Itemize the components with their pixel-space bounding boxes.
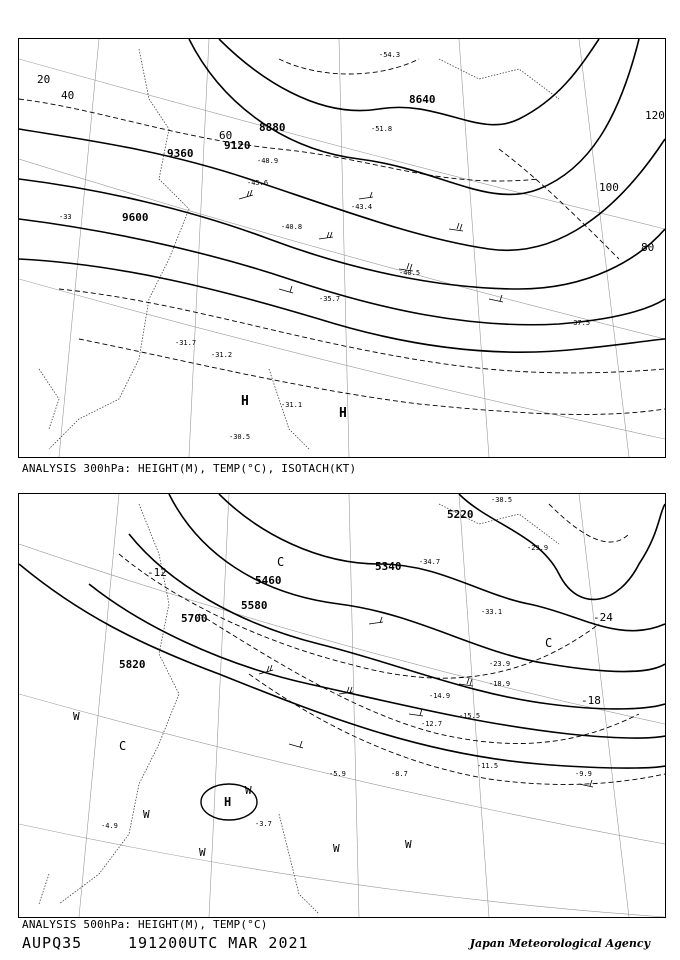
temp-label: -8.7 [391, 770, 408, 778]
temp-label: -51.8 [371, 125, 393, 133]
isotach-label: 60 [219, 129, 233, 142]
warm-marker: W [199, 846, 206, 859]
caption-300hpa: ANALYSIS 300hPa: HEIGHT(M), TEMP(°C), ISOTACH(KT) [22, 462, 357, 475]
temp-label: -37.5 [569, 319, 591, 327]
cold-center: C [119, 739, 127, 753]
temp-label: -23.9 [489, 660, 511, 668]
isotach-label: 100 [599, 181, 619, 194]
temp-label: -45.6 [247, 179, 269, 187]
height-label-9360: 9360 [167, 147, 194, 160]
isotherm-label: -24 [593, 611, 613, 624]
temp-label: -48.9 [257, 157, 279, 165]
high-pressure-center: H [339, 406, 347, 421]
temp-label: -29.9 [527, 544, 549, 552]
warm-marker: W [73, 710, 80, 723]
height-label-5220: 5220 [447, 508, 474, 521]
temp-label: -5.9 [329, 770, 346, 778]
high-pressure-center: H [241, 394, 249, 409]
isotherm-label: -18 [581, 694, 601, 707]
caption-500hpa: ANALYSIS 500hPa: HEIGHT(M), TEMP(°C) [22, 918, 268, 931]
temp-label: -31.7 [175, 339, 197, 347]
coastlines [39, 504, 559, 914]
warm-marker: W [143, 808, 150, 821]
cold-center: C [277, 555, 285, 569]
temp-label: -14.9 [429, 692, 451, 700]
isotach-label: 20 [37, 73, 51, 86]
map-300hpa-canvas [19, 39, 665, 457]
temp-label: -15.5 [459, 712, 481, 720]
temp-label: -3.7 [255, 820, 272, 828]
wind-barbs [259, 617, 593, 787]
height-label-5460: 5460 [255, 574, 282, 587]
temp-label: -35.7 [319, 295, 341, 303]
height-label-5700: 5700 [181, 612, 208, 625]
agency-name: Japan Meteorological Agency [469, 937, 650, 950]
height-contours [19, 494, 665, 768]
isotachs [19, 59, 665, 414]
temp-label: -38.5 [491, 496, 513, 504]
height-label-5340: 5340 [375, 560, 402, 573]
height-label-9600: 9600 [122, 211, 149, 224]
map-500hpa [18, 493, 666, 918]
temp-label: -40.5 [399, 269, 421, 277]
temp-label: -9.9 [575, 770, 592, 778]
warm-marker: W [333, 842, 340, 855]
height-label-8880: 8880 [259, 121, 286, 134]
temp-label: -11.5 [477, 762, 499, 770]
temp-label: -33.1 [481, 608, 503, 616]
temp-label: -54.3 [379, 51, 401, 59]
isotach-label: 120 [645, 109, 665, 122]
graticule [19, 39, 665, 457]
map-500hpa-canvas [19, 494, 665, 917]
temp-label: -4.9 [101, 822, 118, 830]
temp-label: -12.7 [421, 720, 443, 728]
cold-center: C [545, 636, 553, 650]
isotach-label: 40 [61, 89, 75, 102]
temp-label: -30.5 [229, 433, 251, 441]
temp-label: -18.9 [489, 680, 511, 688]
isotherm-label: -12 [147, 566, 167, 579]
temp-label: -34.7 [419, 558, 441, 566]
height-label-8640: 8640 [409, 93, 436, 106]
temp-label: -31.2 [211, 351, 233, 359]
analysis-time: 191200UTC MAR 2021 [128, 934, 309, 952]
map-300hpa [18, 38, 666, 458]
warm-marker: W [405, 838, 412, 851]
temp-label: -40.8 [281, 223, 303, 231]
temp-label: -33 [59, 213, 72, 221]
height-label-5580: 5580 [241, 599, 268, 612]
high-pressure-center: H [224, 795, 232, 809]
warm-marker: W [245, 784, 252, 797]
isotach-label: 80 [641, 241, 655, 254]
height-label-9120: 9120 [224, 139, 251, 152]
temp-label: -43.4 [351, 203, 373, 211]
chart-code: AUPQ35 [22, 934, 83, 952]
height-label-5820: 5820 [119, 658, 146, 671]
temp-label: -31.1 [281, 401, 303, 409]
